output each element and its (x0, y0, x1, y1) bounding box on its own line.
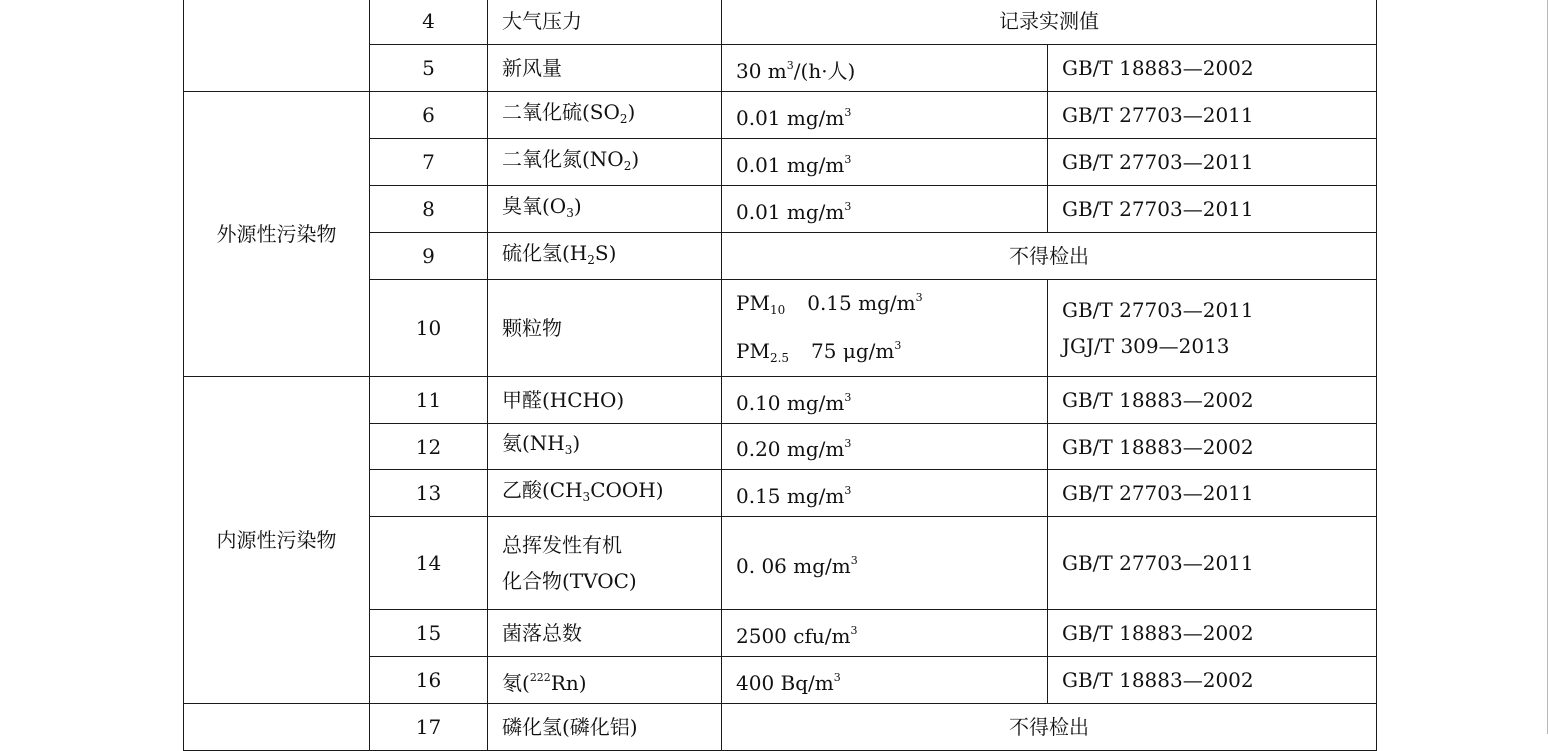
limit-merged: 不得检出 (722, 704, 1377, 751)
test-method: GB/T 27703—2011 (1048, 186, 1377, 233)
table-row (184, 377, 1377, 424)
test-method: GB/T 18883—2002 (1048, 377, 1377, 424)
item-name: 大气压力 (488, 0, 722, 45)
limit-value: 0.20 $mg/m^3$ (722, 424, 1048, 470)
limit-value: 0.01 $mg/m^3$ (722, 186, 1048, 233)
table-row (184, 92, 1377, 139)
row-number: 5 (370, 45, 488, 92)
item-name: 硫化氢$(H_2S)$ (488, 233, 722, 280)
row-number: 17 (370, 704, 488, 751)
row-number: 7 (370, 139, 488, 186)
row-number: 9 (370, 233, 488, 280)
row-number: 16 (370, 657, 488, 704)
item-name: 磷化氢(磷化铝) (488, 704, 722, 751)
table-row (184, 0, 1377, 45)
test-method: GB/T 27703—2011 (1048, 470, 1377, 517)
row-number: 13 (370, 470, 488, 517)
group-cell (184, 704, 370, 751)
limit-value: 30 $m^3/(h\cdot$人) (722, 45, 1048, 92)
table-row (184, 704, 1377, 751)
limit-merged: 不得检出 (722, 233, 1377, 280)
limit-value: 2500 cfu/$m^3$ (722, 610, 1048, 657)
limit-value: 0.01 $mg/m^3$ (722, 139, 1048, 186)
item-name: 总挥发性有机 化合物(TVOC) (488, 517, 722, 610)
limit-merged: 记录实测值 (722, 0, 1377, 45)
item-name: 菌落总数 (488, 610, 722, 657)
item-name: 新风量 (488, 45, 722, 92)
test-method: GB/T 27703—2011 (1048, 517, 1377, 610)
item-name: 氨$(NH_3)$ (488, 424, 722, 470)
group-cell: 内源性污染物 (184, 377, 370, 704)
item-name: 乙酸$(CH_3COOH)$ (488, 470, 722, 517)
limit-value: 0.15 $mg/m^3$ (722, 470, 1048, 517)
limit-value: 0. 06 $mg/m^3$ (722, 517, 1048, 610)
limit-value: 0.10 $mg/m^3$ (722, 377, 1048, 424)
item-name: 氡($^{222}$Rn) (488, 657, 722, 704)
row-number: 10 (370, 280, 488, 377)
test-method: GB/T 27703—2011 (1048, 92, 1377, 139)
row-number: 12 (370, 424, 488, 470)
row-number: 11 (370, 377, 488, 424)
item-name: 臭氧$(O_3)$ (488, 186, 722, 233)
row-number: 6 (370, 92, 488, 139)
row-number: 4 (370, 0, 488, 45)
row-number: 14 (370, 517, 488, 610)
test-method: GB/T 18883—2002 (1048, 424, 1377, 470)
test-method: GB/T 18883—2002 (1048, 45, 1377, 92)
limit-value: 400 $Bq/m^3$ (722, 657, 1048, 704)
item-name: 颗粒物 (488, 280, 722, 377)
limit-value: 0.01 $mg/m^3$ (722, 92, 1048, 139)
item-name: 二氧化硫$(SO_2)$ (488, 92, 722, 139)
row-number: 15 (370, 610, 488, 657)
test-method: GB/T 27703—2011 (1048, 139, 1377, 186)
item-name: 甲醛(HCHO) (488, 377, 722, 424)
group-cell: 外源性污染物 (184, 92, 370, 377)
limit-value: $PM_{10}$ 0.15 $mg/m^3$ $PM_{2.5}$ 75 $\mu g/m^3$ (722, 280, 1048, 377)
test-method: GB/T 27703—2011 JGJ/T 309—2013 (1048, 280, 1377, 377)
row-number: 8 (370, 186, 488, 233)
test-method: GB/T 18883—2002 (1048, 657, 1377, 704)
test-method: GB/T 18883—2002 (1048, 610, 1377, 657)
item-name: 二氧化氮$(NO_2)$ (488, 139, 722, 186)
standards-table (183, 0, 1377, 751)
group-cell (184, 0, 370, 92)
